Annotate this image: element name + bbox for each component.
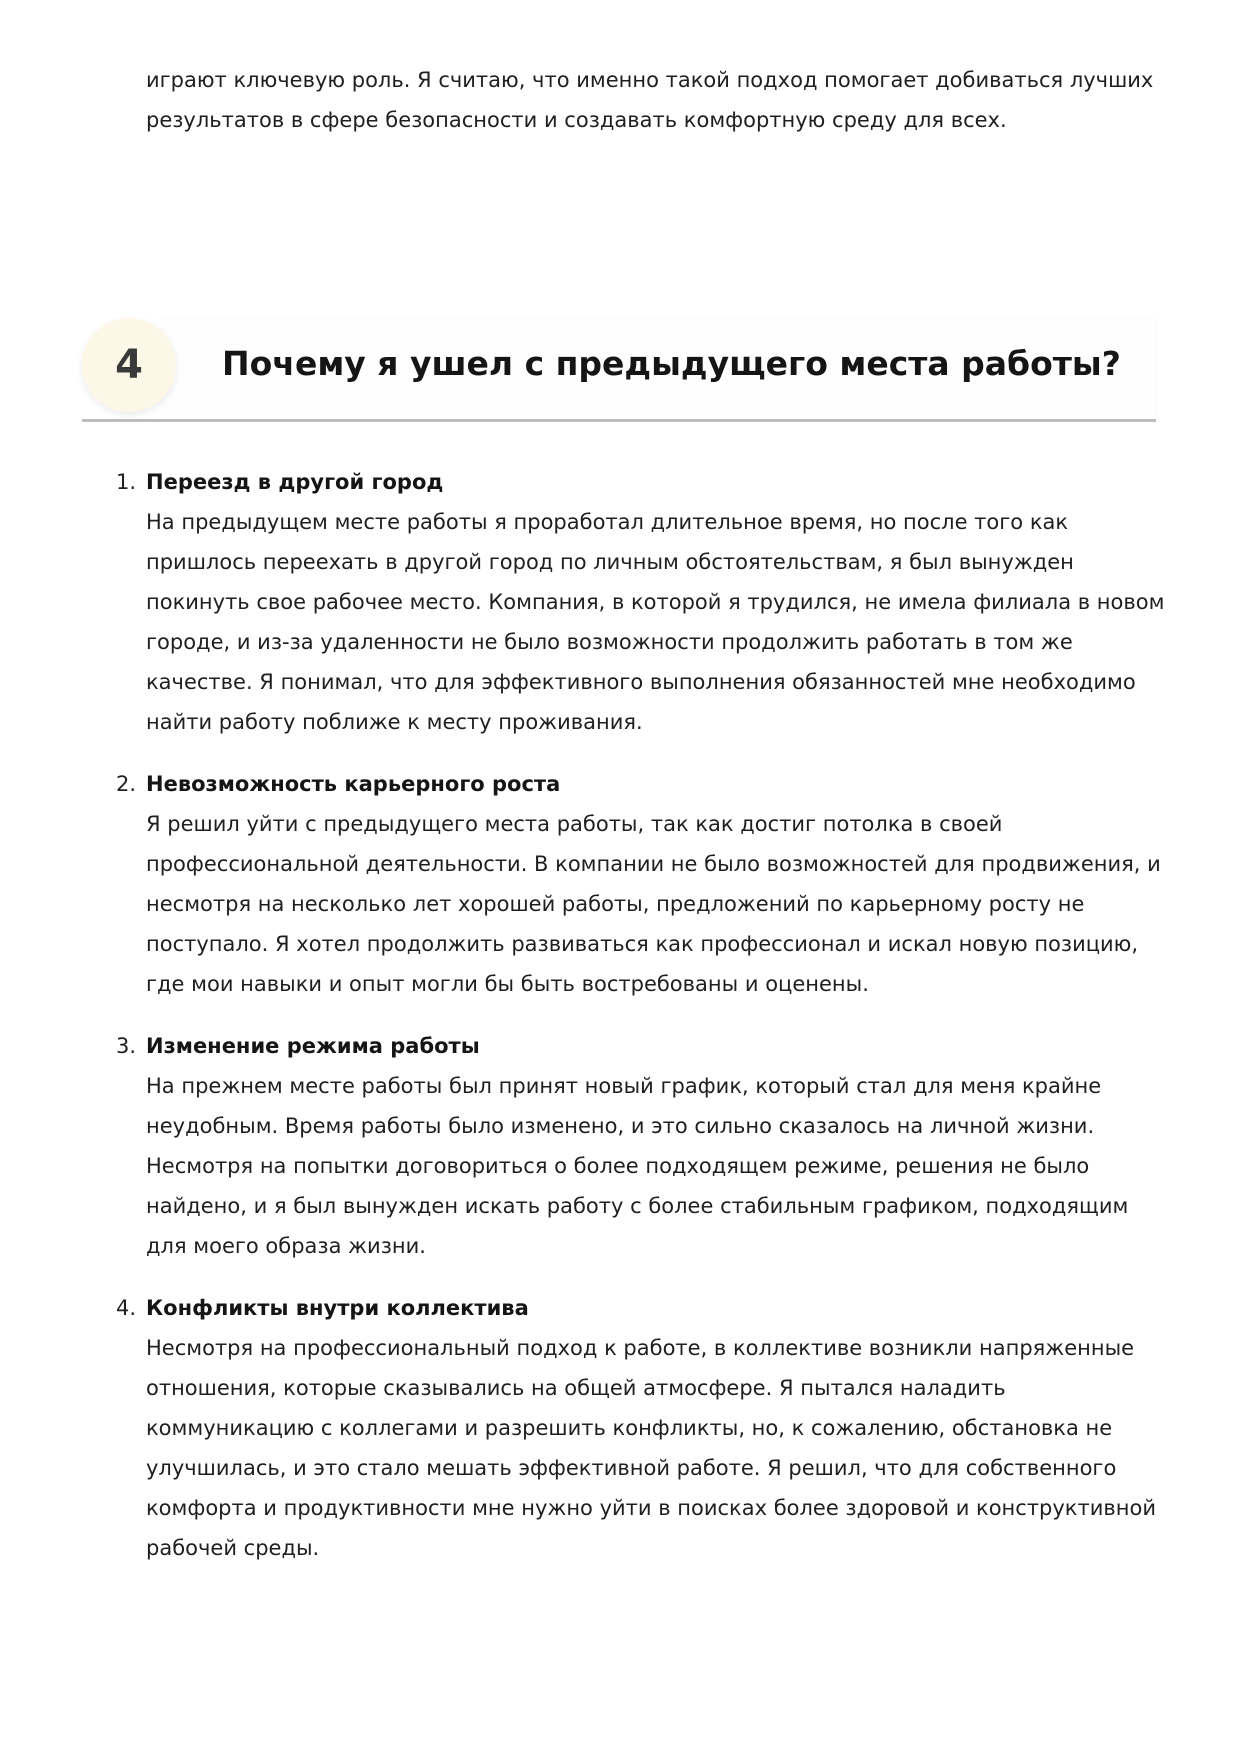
- list-item-title: Конфликты внутри коллектива: [146, 1296, 529, 1320]
- list-item-number: 1.: [116, 470, 137, 494]
- list-item: [116, 764, 1166, 1004]
- list-item: [116, 1288, 1166, 1568]
- list-item-text: Несмотря на профессиональный подход к работе, в коллективе возникли напряженные отношения, которые сказывались на общей атмосфере. Я пытался наладить коммуникацию с коллегами и разрешить конфликты, но, к сожалению, обстановка не улучшилась, и это стало мешать эффективной работе. Я решил, что для собственного комфорта и продуктивности мне нужно уйти в поисках более здоровой и конструктивной рабочей среды.: [146, 1336, 1156, 1560]
- list-item: [116, 1026, 1166, 1266]
- list-item-text: На прежнем месте работы был принят новый график, который стал для меня крайне неудобным. Время работы было изменено, и это сильно сказалось на личной жизни. Несмотря на попытки договориться о более подходящем режиме, решения не было найдено, и я был вынужден искать работу с более стабильным графиком, подходящим для моего образа жизни.: [146, 1074, 1129, 1258]
- section-title: Почему я ушел с предыдущего места работы?: [222, 344, 1121, 383]
- section-header: [82, 318, 1156, 422]
- header-divider: [82, 419, 1156, 422]
- list-item: [116, 462, 1166, 742]
- list-item-text: Я решил уйти с предыдущего места работы, так как достиг потолка в своей профессиональной деятельности. В компании не было возможностей для продвижения, и несмотря на несколько лет хорошей работы, предложений по карьерному росту не поступало. Я хотел продолжить развиваться как профессионал и искал новую позицию, где мои навыки и опыт могли бы быть востребованы и оценены.: [146, 812, 1161, 996]
- intro-paragraph: играют ключевую роль. Я считаю, что именно такой подход помогает добиваться лучших результатов в сфере безопасности и создавать комфортную среду для всех.: [146, 68, 1154, 132]
- list-item-number: 2.: [116, 772, 137, 796]
- list-item-title: Переезд в другой город: [146, 470, 444, 494]
- list-item-text: На предыдущем месте работы я проработал длительное время, но после того как пришлось переехать в другой город по личным обстоятельствам, я был вынужден покинуть свое рабочее место. Компания, в которой я трудился, не имела филиала в новом городе, и из-за удаленности не было возможности продолжить работать в том же качестве. Я понимал, что для эффективного выполнения обязанностей мне необходимо найти работу поближе к месту проживания.: [146, 510, 1165, 734]
- reasons-list: [116, 462, 1166, 1590]
- list-item-number: 4.: [116, 1296, 137, 1320]
- list-item-title: Изменение режима работы: [146, 1034, 480, 1058]
- list-item-number: 3.: [116, 1034, 137, 1058]
- list-item-title: Невозможность карьерного роста: [146, 772, 561, 796]
- section-number-badge: 4: [82, 318, 176, 412]
